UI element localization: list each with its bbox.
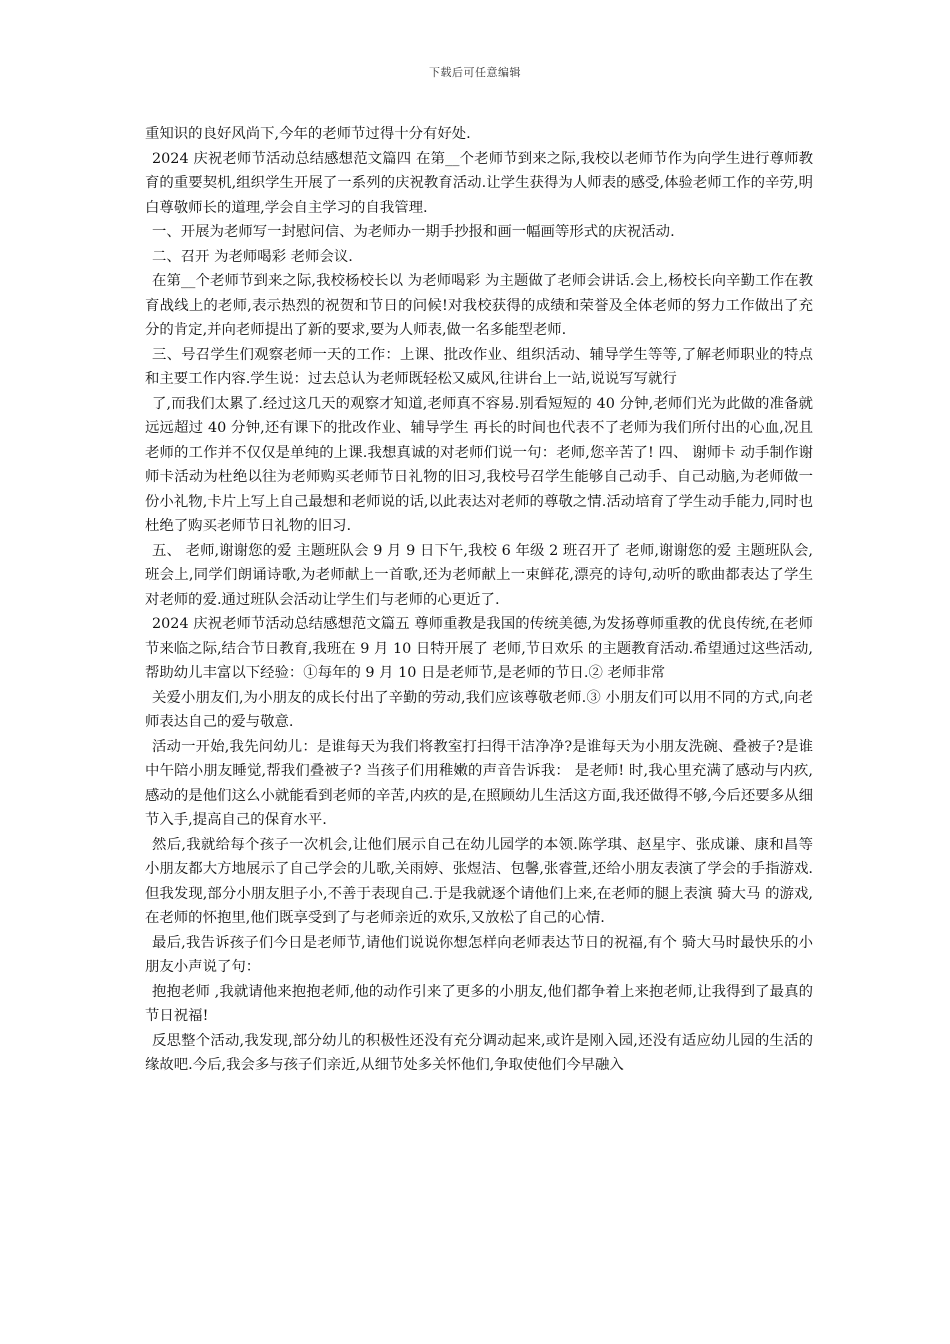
- paragraph: 重知识的良好风尚下,今年的老师节过得十分有好处.: [145, 126, 471, 142]
- paragraph: 活动一开始,我先问幼儿：是谁每天为我们将教室打扫得干洁净净?是谁每天为小朋友洗碗、叠被子?是谁中午陪小朋友睡觉,帮我们叠被子? 当孩子们用稚嫩的声音告诉我： 是老师! 时,我心里充满了感动与内疚,感动的是他们这么小就能看到老师的辛苦,内疚的是,在照顾幼儿生活这方面,我还做得不够,今后还要多从细节入手,提高自己的保育水平.: [145, 738, 813, 828]
- paragraph: 三、号召学生们观察老师一天的工作：上课、批改作业、组织活动、辅导学生等等,了解老师职业的特点和主要工作内容.学生说：过去总认为老师既轻松又威风,往讲台上一站,说说写写就行: [145, 346, 813, 387]
- paragraph: 五、 老师,谢谢您的爱 主题班队会 9 月 9 日下午,我校 6 年级 2 班召开了 老师,谢谢您的爱 主题班队会,班会上,同学们朗诵诗歌,为老师献上一首歌,还为老师献上一束鲜花,漂亮的诗句,动听的歌曲都表达了学生对老师的爱.通过班队会活动让学生们与老师的心更近了.: [145, 542, 813, 608]
- paragraph: 最后,我告诉孩子们今日是老师节,请他们说说你想怎样向老师表达节日的祝福,有个 骑大马时最快乐的小朋友小声说了句：: [145, 934, 813, 975]
- paragraph: 2024 庆祝老师节活动总结感想范文篇五 尊师重教是我国的传统美德,为发扬尊师重教的优良传统,在老师节来临之际,结合节日教育,我班在 9 月 10 日特开展了 老师,节日欢乐 的主题教育活动.希望通过这些活动,帮助幼儿丰富以下经验：①每年的 9 月 10 日是老师节,是老师的节日.② 老师非常: [145, 616, 813, 681]
- page-header: 下载后可任意编辑: [429, 66, 521, 79]
- paragraph: 抱抱老师 ,我就请他来抱抱老师,他的动作引来了更多的小朋友,他们都争着上来抱老师,让我得到了最真的节日祝福!: [145, 983, 813, 1024]
- paragraph: 在第__个老师节到来之际,我校杨校长以 为老师喝彩 为主题做了老师会讲话.会上,杨校长向辛勤工作在教育战线上的老师,表示热烈的祝贺和节日的问候!对我校获得的成绩和荣誉及全体老师的努力工作做出了充分的肯定,并向老师提出了新的要求,要为人师表,做一名多能型老师.: [145, 273, 813, 338]
- document-body: [145, 122, 813, 1078]
- paragraph: 了,而我们太累了.经过这几天的观察才知道,老师真不容易.别看短短的 40 分钟,老师们光为此做的准备就远远超过 40 分钟,还有课下的批改作业、辅导学生 再长的时间也代表不了老师为我们所付出的心血,况且老师的工作并不仅仅是单纯的上课.我想真诚的对老师们说一句：老师,您辛苦了! 四、 谢师卡 动手制作谢师卡活动为杜绝以往为老师购买老师节日礼物的旧习,我校号召学生能够自己动手、自己动脑,为老师做一份小礼物,卡片上写上自己最想和老师说的话,以此表达对老师的尊敬之情.活动培育了学生动手能力,同时也杜绝了购买老师节日礼物的旧习.: [145, 395, 813, 534]
- paragraph: 二、召开 为老师喝彩 老师会议.: [152, 248, 353, 265]
- paragraph: 关爱小朋友们,为小朋友的成长付出了辛勤的劳动,我们应该尊敬老师.③ 小朋友们可以用不同的方式,向老师表达自己的爱与敬意.: [145, 689, 813, 730]
- paragraph: 一、开展为老师写一封慰问信、为老师办一期手抄报和画一幅画等形式的庆祝活动.: [152, 224, 675, 240]
- paragraph: 反思整个活动,我发现,部分幼儿的积极性还没有充分调动起来,或许是刚入园,还没有适应幼儿园的生活的缘故吧.今后,我会多与孩子们亲近,从细节处多关怀他们,争取使他们今早融入: [145, 1032, 813, 1073]
- paragraph: 然后,我就给每个孩子一次机会,让他们展示自己在幼儿园学的本领.陈学琪、赵星宇、张成谦、康和昌等小朋友都大方地展示了自己学会的儿歌,关雨婷、张煜洁、包馨,张睿萱,还给小朋友表演了学会的手指游戏.但我发现,部分小朋友胆子小,不善于表现自己.于是我就逐个请他们上来,在老师的腿上表演 骑大马 的游戏,在老师的怀抱里,他们既享受到了与老师亲近的欢乐,又放松了自己的心情.: [145, 836, 813, 926]
- paragraph: 2024 庆祝老师节活动总结感想范文篇四 在第__个老师节到来之际,我校以老师节作为向学生进行尊师教育的重要契机,组织学生开展了一系列的庆祝教育活动.让学生获得为人师表的感受,体验老师工作的辛劳,明白尊敬师长的道理,学会自主学习的自我管理.: [145, 150, 813, 216]
